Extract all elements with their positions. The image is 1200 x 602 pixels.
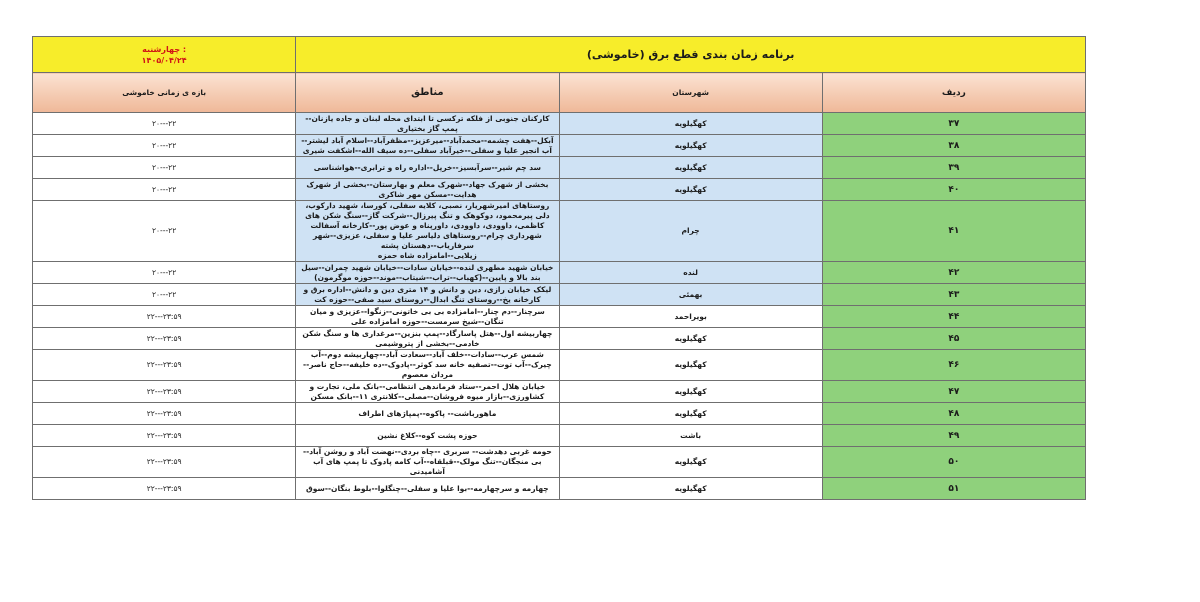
outage-period: ۲۲---۲۳:۵۹: [33, 403, 296, 425]
affected-areas: [296, 403, 559, 425]
city-name: باشت: [559, 425, 822, 447]
table-row: [33, 135, 1086, 157]
areas-line: آبکل--هفت چشمه--محمدآباد--میرعزیز--مظفرآباد--اسلام آباد لیشتر--آب انجیر علیا و سفلی--خیرآباد سفلی--ده سیف الله--اشکفت شیری: [301, 135, 554, 155]
row-number: ۴۷: [822, 381, 1085, 403]
areas-line: زیلایی--امامزاده شاه حمزه: [377, 251, 477, 260]
city-name: کهگیلویه: [559, 381, 822, 403]
city-name: کهگیلویه: [559, 403, 822, 425]
row-number: ۵۱: [822, 478, 1085, 500]
row-number: ۳۷: [822, 113, 1085, 135]
affected-areas: [296, 381, 559, 403]
areas-line: کارکنان جنوبی از فلکه ترکسی تا ابتدای محله لبنان و جاده یازنان--پمپ گاز بختیاری: [305, 113, 550, 133]
areas-line: لیکک خیابان رازی، دین و دانش و ۱۴ متری دین و دانش--اداره برق و کارخانه یخ--روستای تنگ ابدال--روستای سید صفی--حوزه کت: [303, 284, 552, 304]
outage-period: ۲۲---۲۳:۵۹: [33, 306, 296, 328]
areas-line: روستاهای امیرشهریار، نصبی، کلایه سفلی، کورسا، شهید دارکوب، دلی پیرمحمود، دوکوهک و تنگ پیرزال--شرکت گاز--سنگ شکن های کاظمی، داوودی، داوودی، داورپناه و عوض پور--کارخانه آسفالت شهرداری چرام--روستاهای دلیاسر علیا و سفلی، عزیزی--شهر سرفاریاب--دهستان پشته: [305, 201, 550, 250]
table-row: [33, 157, 1086, 179]
city-name: لنده: [559, 262, 822, 284]
affected-areas: [296, 447, 559, 478]
table-row: [33, 425, 1086, 447]
areas-line: شمس عرب--سادات--خلف آباد--سعادت آباد--چهاربیشه دوم--آب چیرک--آب توت--تصفیه خانه سد کوثر--پادوک--ده خلیفه--حاج ناصر--مردان معصوم: [302, 350, 552, 379]
affected-areas: [296, 306, 559, 328]
affected-areas: [296, 179, 559, 201]
outage-period: ۲۲---۲۳:۵۹: [33, 328, 296, 350]
table-row: [33, 284, 1086, 306]
schedule-date: ۱۴۰۵/۰۴/۲۴: [141, 55, 187, 65]
row-number: ۴۴: [822, 306, 1085, 328]
areas-line: خیابان هلال احمر--ستاد فرماندهی انتظامی--بانک ملی، تجارت و کشاورزی--بازار میوه فروشان--مصلی--کلانتری ۱۱--بانک مسکن: [309, 381, 546, 401]
row-number: ۴۸: [822, 403, 1085, 425]
table-row: [33, 113, 1086, 135]
city-name: کهگیلویه: [559, 447, 822, 478]
outage-period: ۲۲---۲۳:۵۹: [33, 447, 296, 478]
column-header-areas: مناطق: [296, 73, 559, 113]
row-number: ۴۱: [822, 201, 1085, 262]
city-name: کهگیلویه: [559, 135, 822, 157]
table-row: [33, 350, 1086, 381]
row-number: ۴۰: [822, 179, 1085, 201]
table-row: [33, 478, 1086, 500]
column-header-row: ردیف: [822, 73, 1085, 113]
table-row: [33, 381, 1086, 403]
outage-period: ۲۰---۲۲: [33, 157, 296, 179]
table-row: [33, 328, 1086, 350]
city-name: کهگیلویه: [559, 157, 822, 179]
outage-period: ۲۰---۲۲: [33, 113, 296, 135]
affected-areas: [296, 350, 559, 381]
date-cell: [33, 37, 296, 73]
column-header-period: بازه ی زمانی خاموشی: [33, 73, 296, 113]
outage-schedule-table: [32, 36, 1086, 500]
row-number: ۴۲: [822, 262, 1085, 284]
row-number: ۴۶: [822, 350, 1085, 381]
affected-areas: [296, 157, 559, 179]
table-row: [33, 179, 1086, 201]
areas-line: چهاربیشه اول--هتل پاسارگاد--پمپ بنزین--مرغداری ها و سنگ شکن خادمی--بخشی از پتروشیمی: [302, 328, 553, 348]
city-name: کهگیلویه: [559, 113, 822, 135]
areas-line: سرچنار--دم چنار--امامزاده بی بی خاتونی--زنگوا--عزیزی و میان تنگان--شیخ سرمست--حوزه امامزاده علی: [309, 306, 545, 326]
outage-period: ۲۰---۲۲: [33, 201, 296, 262]
city-name: بویراحمد: [559, 306, 822, 328]
affected-areas: [296, 262, 559, 284]
areas-line: سد چم شیر--سرآبسیز--خرپل--اداره راه و ترابری--هواشناسی: [313, 162, 541, 172]
row-number: ۵۰: [822, 447, 1085, 478]
row-number: ۳۹: [822, 157, 1085, 179]
areas-line: ماهورباشت-- پاکوه--پمپاژهای اطراف: [358, 408, 497, 418]
city-name: بهمئی: [559, 284, 822, 306]
outage-period: ۲۲---۲۳:۵۹: [33, 350, 296, 381]
city-name: کهگیلویه: [559, 328, 822, 350]
outage-period: ۲۲---۲۳:۵۹: [33, 425, 296, 447]
outage-period: ۲۲---۲۳:۵۹: [33, 381, 296, 403]
table-row: [33, 403, 1086, 425]
areas-line: حوزه پشت کوه--کلاغ نشین: [377, 430, 478, 440]
city-name: کهگیلویه: [559, 179, 822, 201]
affected-areas: [296, 425, 559, 447]
table-row: [33, 306, 1086, 328]
row-number: ۴۳: [822, 284, 1085, 306]
areas-line: بخشی از شهرک جهاد--شهرک معلم و بهارستان--بخشی از شهرک هدایت--مسکن مهر شاکری: [306, 179, 549, 199]
city-name: کهگیلویه: [559, 478, 822, 500]
affected-areas: [296, 284, 559, 306]
affected-areas: [296, 135, 559, 157]
outage-period: ۲۰---۲۲: [33, 135, 296, 157]
row-number: ۳۸: [822, 135, 1085, 157]
outage-period: ۲۰---۲۲: [33, 284, 296, 306]
table-row: [33, 201, 1086, 262]
affected-areas: [296, 478, 559, 500]
areas-line: حومه غربی دهدشت-- سربری --چاه بردی--نهضت آباد و روشن آباد--بی منجگان--تنگ مولک--قبلقاه--آب کامه پادوک تا پمپ های آب آشامیدنی: [302, 447, 552, 476]
affected-areas: [296, 113, 559, 135]
table-row: [33, 262, 1086, 284]
affected-areas: [296, 201, 559, 262]
affected-areas: [296, 328, 559, 350]
weekday-label: چهارشنبه :: [142, 44, 187, 54]
areas-line: چهارمه و سرچهارمه--بوا علیا و سفلی--چنگلوا--بلوط بنگان--سوق: [306, 483, 549, 493]
column-header-city: شهرستان: [559, 73, 822, 113]
outage-period: ۲۰---۲۲: [33, 262, 296, 284]
schedule-title: برنامه زمان بندی قطع برق (خاموشی): [296, 37, 1086, 73]
row-number: ۴۵: [822, 328, 1085, 350]
outage-period: ۲۰---۲۲: [33, 179, 296, 201]
row-number: ۴۹: [822, 425, 1085, 447]
city-name: چرام: [559, 201, 822, 262]
areas-line: خیابان شهید مطهری لنده--خیابان سادات--خیابان شهید چمران--سیل بند بالا و پایین--(کهباب--تراب--شیتاب--موند--حوزه موگرمون): [301, 262, 554, 282]
outage-period: ۲۲---۲۳:۵۹: [33, 478, 296, 500]
table-row: [33, 447, 1086, 478]
city-name: کهگیلویه: [559, 350, 822, 381]
